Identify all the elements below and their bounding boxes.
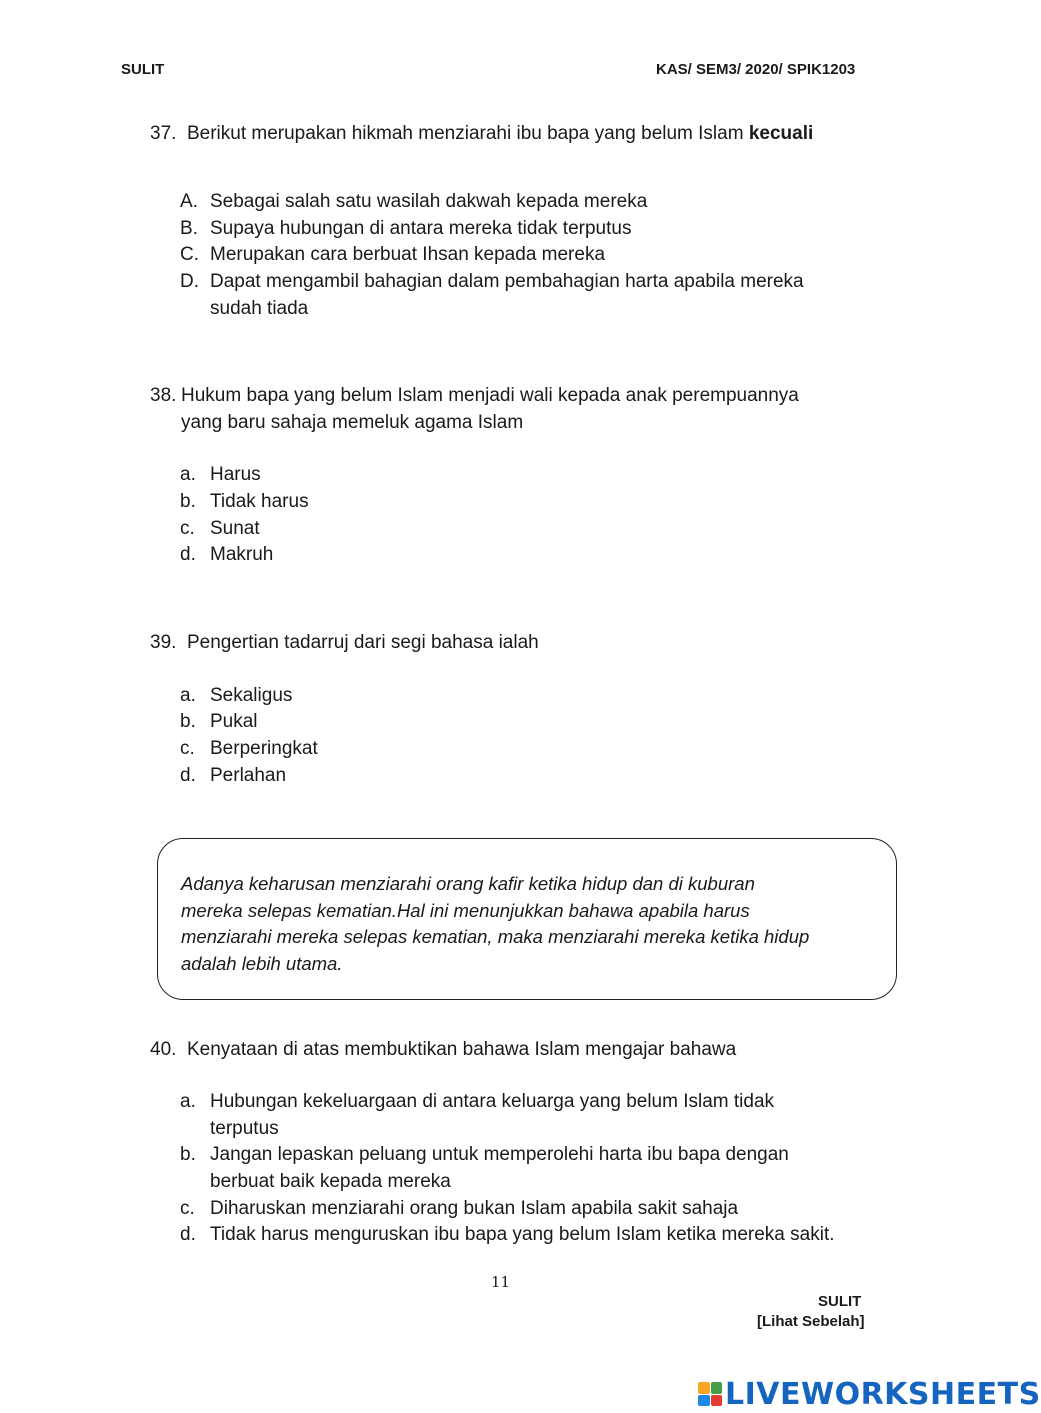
question-number: 40. (150, 1039, 177, 1060)
footer-next-page: [Lihat Sebelah] (757, 1313, 865, 1330)
option-label: C. (180, 244, 199, 265)
passage-line: Adanya keharusan menziarahi orang kafir ketika hidup dan di kuburan (181, 873, 755, 894)
option-text: Jangan lepaskan peluang untuk memperolehi harta ibu bapa dengan (210, 1144, 789, 1165)
question-text: Kenyataan di atas membuktikan bahawa Islam mengajar bahawa (186, 1039, 737, 1060)
option-text: Diharuskan menziarahi orang bukan Islam apabila sakit sahaja (210, 1198, 739, 1219)
option-label: B. (180, 218, 198, 239)
option-text: Pukal (210, 711, 258, 732)
question-37 (150, 121, 813, 147)
option-label: A. (180, 191, 198, 212)
option-text-continued: berbuat baik kepada mereka (210, 1171, 451, 1192)
passage-line: adalah lebih utama. (181, 952, 343, 974)
question-text: Berikut merupakan hikmah menziarahi ibu bapa yang belum Islam (186, 123, 744, 144)
question-number: 38. (150, 385, 177, 406)
option-text: Berperingkat (210, 738, 318, 759)
option-label: c. (180, 518, 195, 539)
option-text: Hubungan kekeluargaan di antara keluarga yang belum Islam tidak (210, 1091, 775, 1112)
option-label: d. (180, 1224, 196, 1245)
footer-sulit: SULIT (818, 1293, 862, 1310)
header-right: KAS/ SEM3/ 2020/ SPIK1203 (656, 61, 856, 78)
option-text: Merupakan cara berbuat Ihsan kepada mereka (210, 244, 606, 265)
option-label: d. (180, 765, 196, 786)
question-38 (150, 383, 176, 409)
question-39 (150, 630, 539, 656)
question-text: Pengertian tadarruj dari segi bahasa ialah (186, 632, 539, 653)
option-text: Tidak harus (210, 491, 309, 512)
option-text: Tidak harus menguruskan ibu bapa yang belum Islam ketika mereka sakit. (210, 1224, 835, 1245)
brand-name: LIVEWORKSHEETS (725, 1376, 1041, 1412)
option-text: Sebagai salah satu wasilah dakwah kepada mereka (210, 191, 648, 212)
option-label: b. (180, 1144, 196, 1165)
option-label: c. (180, 1198, 195, 1219)
page-number: 11 (491, 1273, 511, 1291)
question-number: 37. (150, 123, 177, 144)
question-number: 39. (150, 632, 177, 653)
option-label: d. (180, 544, 196, 565)
passage-text (181, 871, 881, 977)
option-text: Perlahan (210, 765, 287, 786)
option-text-continued: sudah tiada (210, 298, 309, 319)
question-emphasis: kecuali (748, 123, 814, 144)
option-label: c. (180, 738, 195, 759)
option-text: Sekaligus (210, 685, 293, 706)
passage-line: menziarahi mereka selepas kematian, maka menziarahi mereka ketika hidup (181, 926, 810, 947)
liveworksheets-logo[interactable] (698, 1378, 1041, 1410)
option-text: Dapat mengambil bahagian dalam pembahagian harta apabila mereka (210, 271, 804, 292)
option-text-continued: terputus (210, 1118, 279, 1139)
option-label: b. (180, 491, 196, 512)
option-text: Harus (210, 464, 261, 485)
option-label: b. (180, 711, 196, 732)
header-left: SULIT (121, 61, 165, 78)
question-40 (150, 1037, 736, 1063)
option-text: Supaya hubungan di antara mereka tidak terputus (210, 218, 632, 239)
question-text: Hukum bapa yang belum Islam menjadi wali kepada anak perempuannya (181, 385, 799, 406)
option-label: a. (180, 464, 196, 485)
option-label: a. (180, 685, 196, 706)
brand-mark-icon (698, 1382, 722, 1406)
option-text: Makruh (210, 544, 274, 565)
option-label: a. (180, 1091, 196, 1112)
passage-line: mereka selepas kematian.Hal ini menunjukkan bahawa apabila harus (181, 899, 750, 921)
question-text-continued: yang baru sahaja memeluk agama Islam (181, 412, 524, 433)
option-label: D. (180, 271, 199, 292)
option-text: Sunat (210, 518, 260, 539)
